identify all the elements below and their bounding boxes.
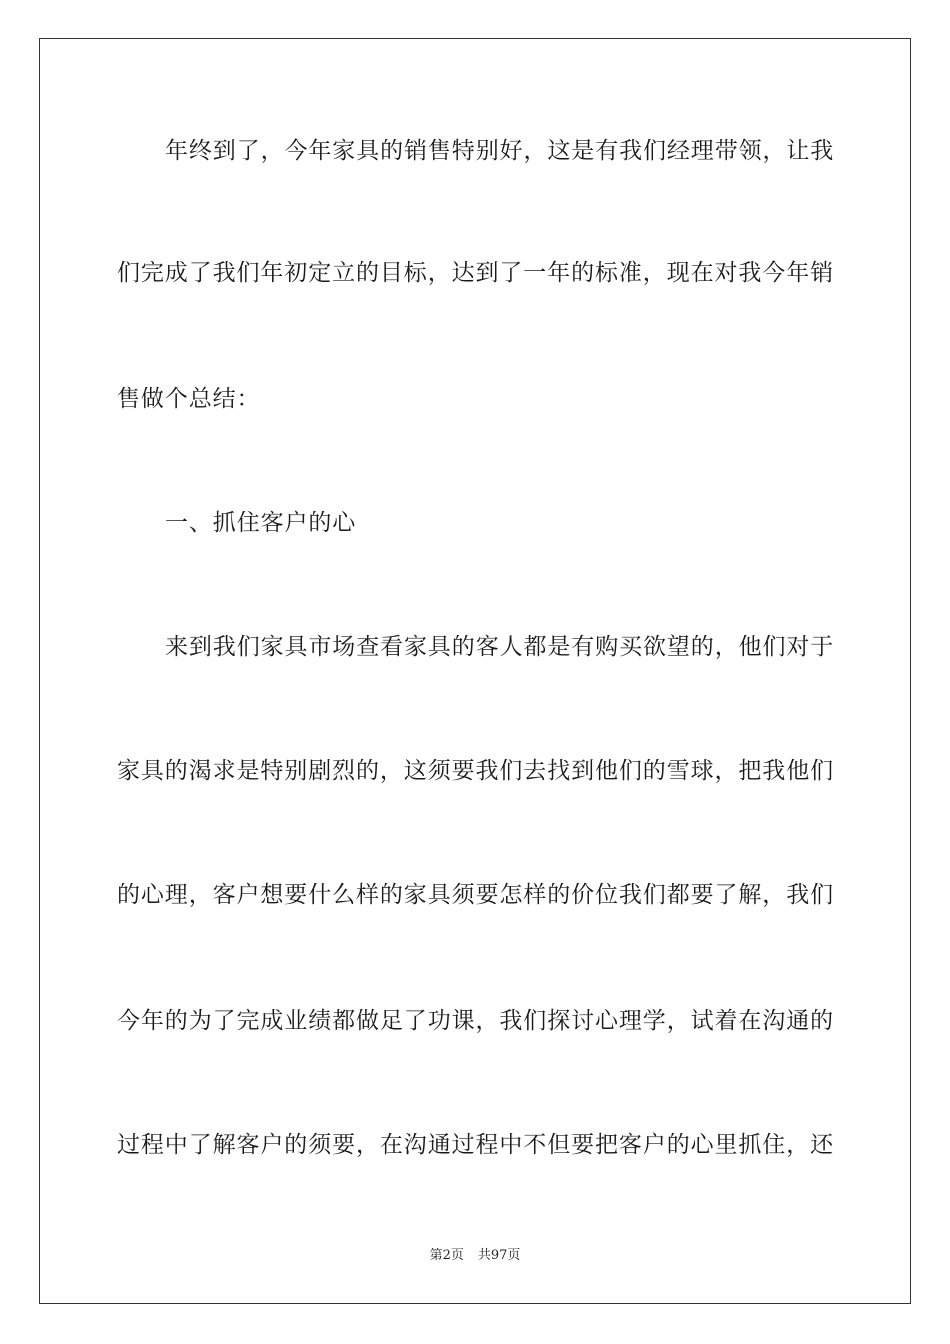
paragraph-line: 的心理，客户想要什么样的家具须要怎样的价位我们都要了解，我们: [117, 882, 834, 908]
page-footer: [0, 1247, 950, 1265]
paragraph-line: 今年的为了完成业绩都做足了功课，我们探讨心理学，试着在沟通的: [117, 1008, 834, 1034]
paragraph-line: 来到我们家具市场查看家具的客人都是有购买欲望的，他们对于: [165, 634, 835, 660]
paragraph-line: 售做个总结：: [117, 386, 261, 412]
paragraph-line: 年终到了，今年家具的销售特别好，这是有我们经理带领，让我: [165, 138, 835, 164]
page-total: 共97页: [477, 1248, 521, 1263]
page-frame: [39, 38, 911, 1304]
section-heading: 一、抓住客户的心: [165, 510, 357, 536]
page-number: 第2页: [429, 1248, 464, 1263]
paragraph-line: 家具的渴求是特别剧烈的，这须要我们去找到他们的雪球，把我他们: [117, 758, 834, 784]
paragraph-line: 过程中了解客户的须要，在沟通过程中不但要把客户的心里抓住，还: [117, 1132, 834, 1158]
paragraph-line: 们完成了我们年初定立的目标，达到了一年的标准，现在对我今年销: [117, 260, 834, 286]
